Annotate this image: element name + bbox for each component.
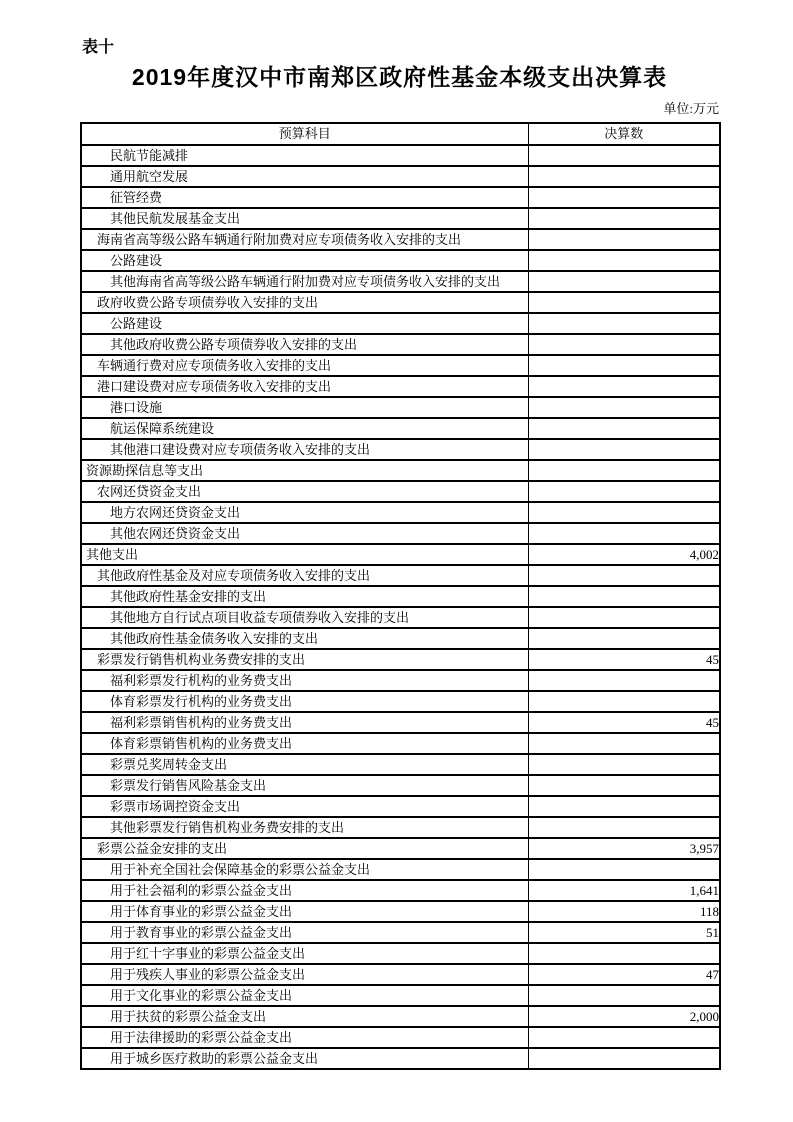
budget-subject-cell: 用于城乡医疗救助的彩票公益金支出 [81,1048,528,1069]
table-row [81,775,720,796]
final-amount-cell: 118 [528,901,720,922]
budget-subject-cell: 车辆通行费对应专项债务收入安排的支出 [81,355,528,376]
table-row [81,544,720,565]
table-row [81,607,720,628]
table-row [81,1006,720,1027]
sheet-number-label: 表十 [82,39,115,56]
budget-subject-cell: 其他支出 [81,544,528,565]
budget-subject-cell: 其他政府性基金安排的支出 [81,586,528,607]
budget-subject-cell: 彩票兑奖周转金支出 [81,754,528,775]
budget-subject-cell: 其他海南省高等级公路车辆通行附加费对应专项债务收入安排的支出 [81,271,528,292]
budget-subject-cell: 体育彩票销售机构的业务费支出 [81,733,528,754]
table-row [81,859,720,880]
final-amount-cell [528,397,720,418]
table-row [81,523,720,544]
budget-subject-cell: 海南省高等级公路车辆通行附加费对应专项债务收入安排的支出 [81,229,528,250]
table-row [81,250,720,271]
table-row [81,670,720,691]
table-row [81,691,720,712]
final-amount-cell [528,334,720,355]
budget-subject-cell: 其他民航发展基金支出 [81,208,528,229]
budget-subject-cell: 用于扶贫的彩票公益金支出 [81,1006,528,1027]
column-header-final-amount: 决算数 [528,123,720,145]
table-row [81,334,720,355]
budget-subject-cell: 福利彩票销售机构的业务费支出 [81,712,528,733]
final-amount-cell [528,166,720,187]
table-row [81,754,720,775]
table-row [81,271,720,292]
budget-expenditure-table [80,122,721,1070]
final-amount-cell: 3,957 [528,838,720,859]
final-amount-cell [528,628,720,649]
final-amount-cell: 1,641 [528,880,720,901]
table-row [81,439,720,460]
budget-subject-cell: 通用航空发展 [81,166,528,187]
final-amount-cell [528,985,720,1006]
budget-subject-cell: 征管经费 [81,187,528,208]
budget-subject-cell: 彩票公益金安排的支出 [81,838,528,859]
final-amount-cell [528,271,720,292]
final-amount-cell [528,187,720,208]
table-row [81,145,720,166]
final-amount-cell: 47 [528,964,720,985]
table-row [81,1027,720,1048]
budget-subject-cell: 用于社会福利的彩票公益金支出 [81,880,528,901]
final-amount-cell: 4,002 [528,544,720,565]
table-row [81,880,720,901]
final-amount-cell [528,817,720,838]
budget-subject-cell: 政府收费公路专项债券收入安排的支出 [81,292,528,313]
budget-subject-cell: 民航节能减排 [81,145,528,166]
budget-subject-cell: 公路建设 [81,313,528,334]
final-amount-cell [528,859,720,880]
final-amount-cell [528,418,720,439]
final-amount-cell [528,460,720,481]
budget-subject-cell: 资源勘探信息等支出 [81,460,528,481]
final-amount-cell: 51 [528,922,720,943]
final-amount-cell [528,229,720,250]
budget-subject-cell: 用于红十字事业的彩票公益金支出 [81,943,528,964]
table-header-row [81,123,720,145]
page-title: 2019年度汉中市南郑区政府性基金本级支出决算表 [131,64,668,90]
table-row [81,229,720,250]
table-row [81,985,720,1006]
budget-subject-cell: 体育彩票发行机构的业务费支出 [81,691,528,712]
table-row [81,586,720,607]
final-amount-cell [528,313,720,334]
table-row [81,481,720,502]
final-amount-cell [528,586,720,607]
table-row [81,922,720,943]
table-row [81,817,720,838]
final-amount-cell: 2,000 [528,1006,720,1027]
final-amount-cell [528,565,720,586]
final-amount-cell [528,754,720,775]
budget-subject-cell: 港口设施 [81,397,528,418]
final-amount-cell [528,145,720,166]
budget-subject-cell: 其他政府性基金债务收入安排的支出 [81,628,528,649]
table-row [81,376,720,397]
final-amount-cell [528,1048,720,1069]
table-row [81,460,720,481]
final-amount-cell [528,607,720,628]
budget-subject-cell: 用于体育事业的彩票公益金支出 [81,901,528,922]
table-row [81,796,720,817]
final-amount-cell [528,1027,720,1048]
budget-subject-cell: 其他农网还贷资金支出 [81,523,528,544]
table-row [81,292,720,313]
budget-subject-cell: 用于教育事业的彩票公益金支出 [81,922,528,943]
table-row [81,838,720,859]
table-row [81,901,720,922]
budget-subject-cell: 用于补充全国社会保障基金的彩票公益金支出 [81,859,528,880]
budget-subject-cell: 用于法律援助的彩票公益金支出 [81,1027,528,1048]
table-row [81,355,720,376]
table-row [81,964,720,985]
budget-subject-cell: 彩票发行销售风险基金支出 [81,775,528,796]
table-row [81,418,720,439]
table-row [81,628,720,649]
table-row [81,1048,720,1069]
final-amount-cell [528,439,720,460]
table-row [81,208,720,229]
table-row [81,649,720,670]
final-amount-cell [528,502,720,523]
final-amount-cell [528,376,720,397]
table-row [81,502,720,523]
budget-subject-cell: 其他地方自行试点项目收益专项债券收入安排的支出 [81,607,528,628]
final-amount-cell [528,250,720,271]
budget-subject-cell: 地方农网还贷资金支出 [81,502,528,523]
final-amount-cell [528,943,720,964]
budget-subject-cell: 公路建设 [81,250,528,271]
table-row [81,187,720,208]
unit-note: 单位:万元 [663,101,719,116]
table-row [81,397,720,418]
budget-subject-cell: 港口建设费对应专项债务收入安排的支出 [81,376,528,397]
final-amount-cell: 45 [528,649,720,670]
table-row [81,166,720,187]
budget-subject-cell: 其他政府收费公路专项债券收入安排的支出 [81,334,528,355]
final-amount-cell [528,796,720,817]
final-amount-cell [528,691,720,712]
final-amount-cell [528,481,720,502]
table-row [81,565,720,586]
budget-subject-cell: 用于残疾人事业的彩票公益金支出 [81,964,528,985]
column-header-budget-subject: 预算科目 [81,123,528,145]
budget-subject-cell: 农网还贷资金支出 [81,481,528,502]
budget-subject-cell: 航运保障系统建设 [81,418,528,439]
budget-subject-cell: 彩票发行销售机构业务费安排的支出 [81,649,528,670]
final-amount-cell [528,670,720,691]
budget-subject-cell: 用于文化事业的彩票公益金支出 [81,985,528,1006]
final-amount-cell [528,775,720,796]
budget-subject-cell: 其他政府性基金及对应专项债务收入安排的支出 [81,565,528,586]
final-amount-cell [528,292,720,313]
budget-subject-cell: 福利彩票发行机构的业务费支出 [81,670,528,691]
final-amount-cell [528,355,720,376]
budget-subject-cell: 其他港口建设费对应专项债务收入安排的支出 [81,439,528,460]
budget-subject-cell: 其他彩票发行销售机构业务费安排的支出 [81,817,528,838]
table-row [81,943,720,964]
final-amount-cell [528,208,720,229]
final-amount-cell [528,733,720,754]
table-row [81,733,720,754]
final-amount-cell [528,523,720,544]
table-row [81,712,720,733]
budget-subject-cell: 彩票市场调控资金支出 [81,796,528,817]
table-row [81,313,720,334]
final-amount-cell: 45 [528,712,720,733]
table-body [81,145,720,1069]
